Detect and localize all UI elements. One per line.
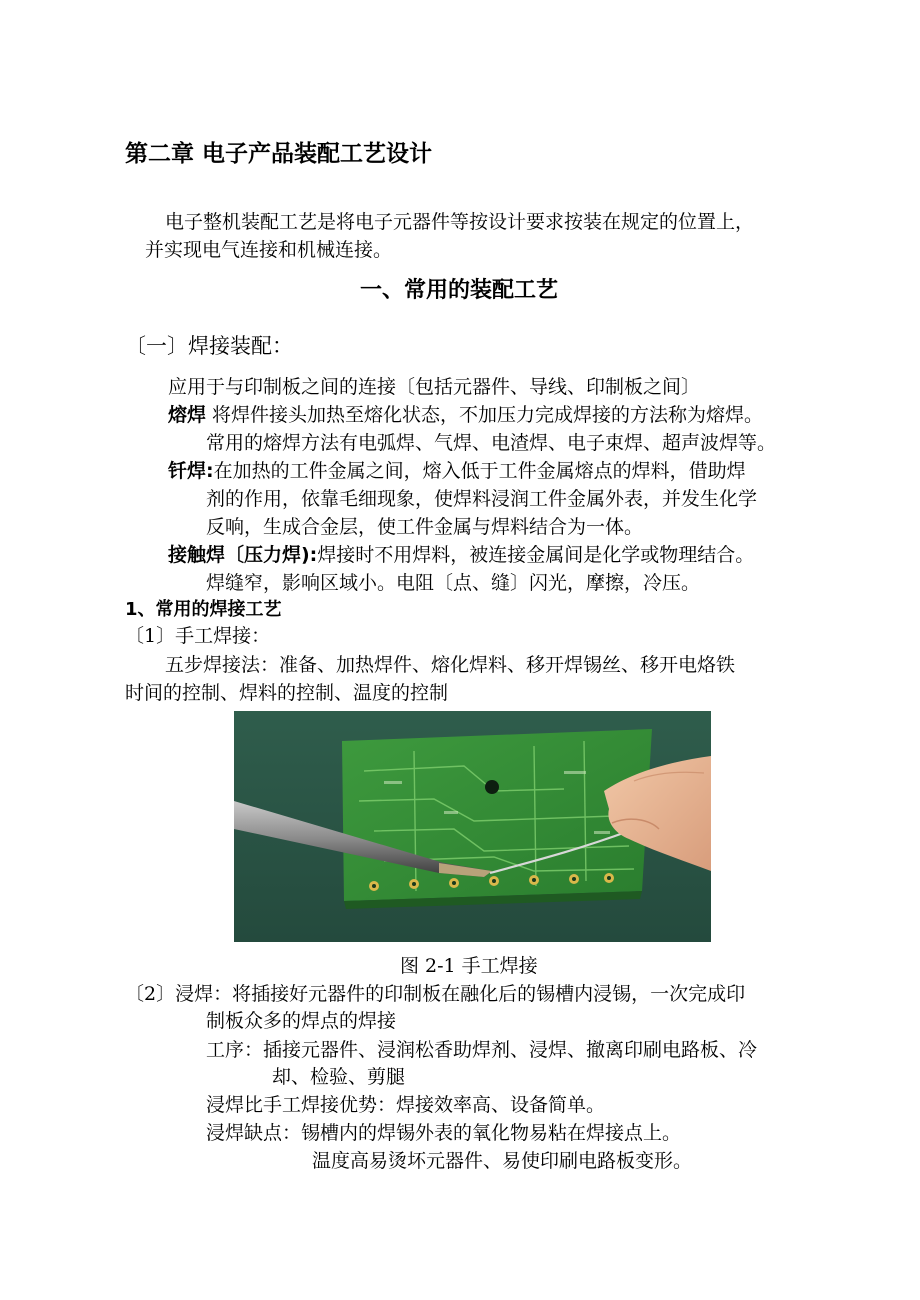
dip-process-2: 却、检验、剪腿 [272, 1066, 406, 1088]
soldering-photo [234, 711, 711, 942]
brazing-text: 在加热的工件金属之间，熔入低于工件金属熔点的焊料，借助焊 [213, 460, 746, 482]
brazing-line-2: 剂的作用，依靠毛细现象，使焊料浸润工件金属外表，并发生化学 [206, 488, 758, 510]
brazing-line-3: 反响，生成合金层，使工件金属与焊料结合为一体。 [206, 516, 644, 538]
dip-drawback-2: 温度高易烫坏元器件、易使印刷电路板变形。 [312, 1150, 693, 1172]
fusion-term: 熔焊 [168, 404, 207, 426]
dip-advantage: 浸焊比手工焊接优势：焊接效率高、设备简单。 [206, 1094, 606, 1116]
contact-text: 焊接时不用焊料，被连接金属间是化学或物理结合。 [317, 544, 755, 566]
manual-label: 〔1〕手工焊接： [125, 625, 271, 647]
dip-line-2: 制板众多的焊点的焊接 [206, 1010, 397, 1032]
intro-line-2: 并实现电气连接和机械连接。 [145, 239, 393, 261]
intro-line-1: 电子整机装配工艺是将电子元器件等按设计要求按装在规定的位置上， [165, 211, 755, 233]
apply-line: 应用于与印制板之间的连接〔包括元器件、导线、印制板之间〕 [168, 376, 701, 398]
dip-line-1: 〔2〕浸焊：将插接好元器件的印制板在融化后的锡槽内浸锡，一次完成印 [125, 983, 746, 1005]
brazing-line-1 [168, 457, 746, 485]
fusion-text: 将焊件接头加热至熔化状态，不加压力完成焊接的方法称为熔焊。 [206, 404, 764, 426]
fusion-line-1 [168, 401, 763, 429]
contact-line-1 [168, 541, 754, 569]
section-title: 一、常用的装配工艺 [360, 278, 559, 303]
dip-process-1: 工序：插接元器件、浸润松香助焊剂、浸焊、撤离印刷电路板、冷 [206, 1039, 758, 1061]
subsection-title: 〔一〕焊接装配： [125, 334, 293, 358]
contact-term: 接触焊〔压力焊): [168, 544, 318, 566]
heading-common-welding: 1、常用的焊接工艺 [125, 599, 282, 620]
brazing-term: 钎焊: [168, 460, 214, 482]
dip-drawback-1: 浸焊缺点：锡槽内的焊锡外表的氧化物易粘在焊接点上。 [206, 1122, 682, 1144]
chapter-title: 第二章 电子产品装配工艺设计 [125, 141, 433, 167]
contact-line-2: 焊缝窄，影响区域小。电阻〔点、缝〕闪光，摩擦，冷压。 [206, 572, 701, 594]
fusion-line-2: 常用的熔焊方法有电弧焊、气焊、电渣焊、电子束焊、超声波焊等。 [206, 432, 777, 454]
manual-line-1: 五步焊接法：准备、加热焊件、熔化焊料、移开焊锡丝、移开电烙铁 [165, 654, 736, 676]
manual-line-2: 时间的控制、焊料的控制、温度的控制 [125, 682, 449, 704]
figure-caption: 图 2-1 手工焊接 [400, 955, 538, 977]
